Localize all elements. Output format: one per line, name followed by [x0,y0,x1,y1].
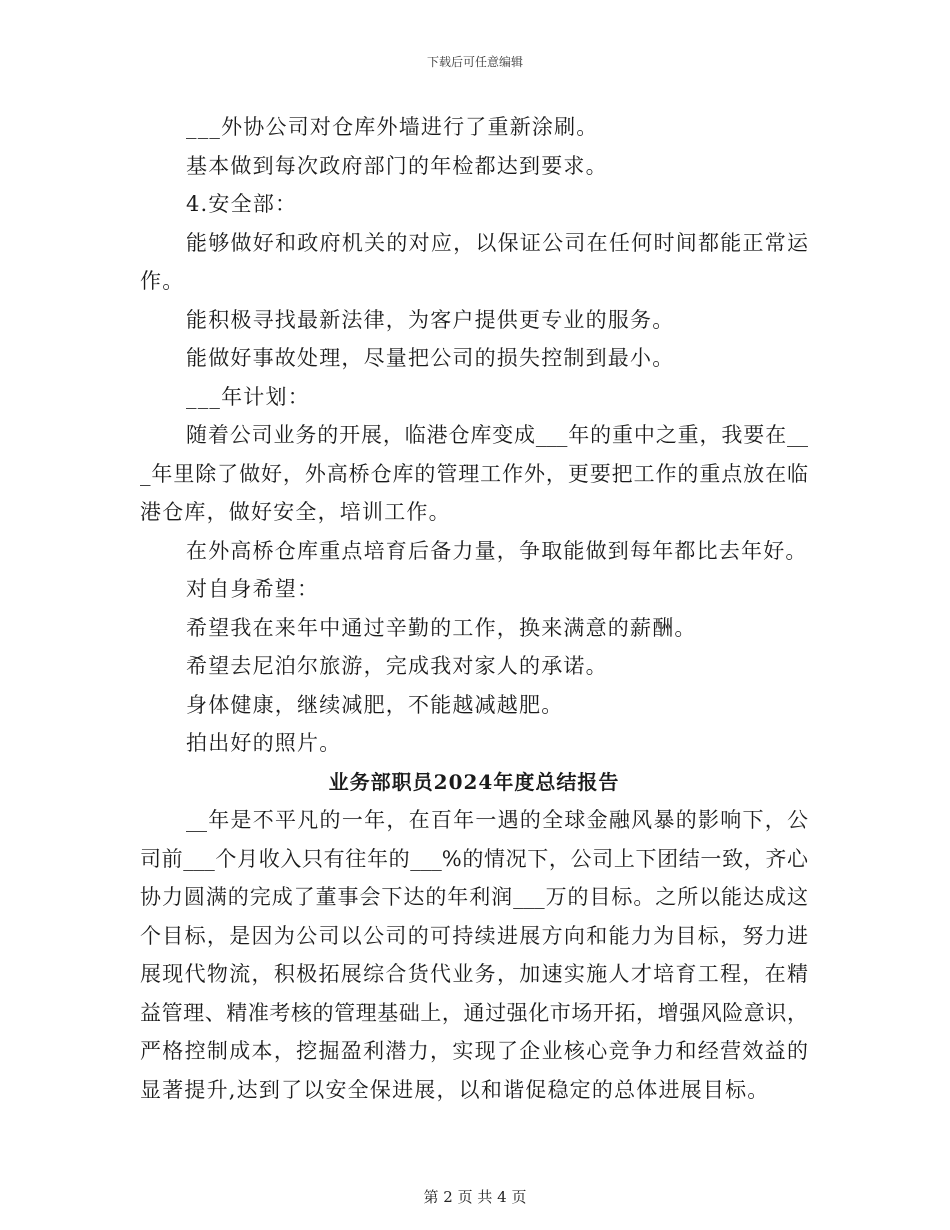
paragraph-line: 港仓库，做好安全，培训工作。 [140,500,451,524]
paragraph-line: ___外协公司对仓库外墙进行了重新涂刷。 [186,115,599,139]
paragraph-line: 能积极寻找最新法律，为客户提供更专业的服务。 [186,307,675,332]
paragraph-line: __年是不平凡的一年，在百年一遇的全球金融风暴的影响下，公 [186,808,808,832]
paragraph-line: 协力圆满的完成了董事会下达的年利润___万的目标。之所以能达成这 [140,885,808,909]
document-body [140,108,808,1109]
section-heading: 对自身希望： [186,577,320,601]
paragraph-line: 基本做到每次政府部门的年检都达到要求。 [186,153,608,178]
section-heading: 4.安全部： [186,192,298,216]
paragraph-line: 显著提升,达到了以安全保进展，以和谐促稳定的总体进展目标。 [140,1077,770,1102]
report-title: 业务部职员2024年度总结报告 [328,769,620,794]
paragraph-line: 拍出好的照片。 [186,731,342,755]
paragraph-line: 作。 [140,269,185,293]
paragraph-line: 个目标，是因为公司以公司的可持续进展方向和能力为目标，努力进 [140,923,808,948]
page-number: 第 2 页 共 4 页 [423,1188,527,1206]
paragraph-line: _年里除了做好，外高桥仓库的管理工作外，更要把工作的重点放在临 [140,461,808,486]
paragraph-line: 随着公司业务的开展，临港仓库变成___年的重中之重，我要在__ [186,423,808,447]
paragraph-line: 在外高桥仓库重点培育后备力量，争取能做到每年都比去年好。 [186,538,808,563]
paragraph-line: 身体健康，继续减肥，不能越减越肥。 [186,692,564,717]
paragraph-line: 司前___个月收入只有往年的___%的情况下，公司上下团结一致，齐心 [140,846,808,871]
paragraph-line: 严格控制成本，挖掘盈利潜力，实现了企业核心竞争力和经营效益的 [140,1039,808,1063]
paragraph-line: 希望我在来年中通过辛勤的工作，换来满意的薪酬。 [186,615,697,640]
paragraph-line: 益管理、精准考核的管理基础上，通过强化市场开拓，增强风险意识， [140,1000,808,1025]
section-heading: ___年计划： [186,384,310,409]
paragraph-line: 希望去尼泊尔旅游，完成我对家人的承诺。 [186,654,608,678]
paragraph-line: 能做好事故处理，尽量把公司的损失控制到最小。 [186,346,675,370]
header-note: 下载后可任意编辑 [426,55,523,69]
paragraph-line: 能够做好和政府机关的对应，以保证公司在任何时间都能正常运 [186,230,808,255]
paragraph-line: 展现代物流，积极拓展综合货代业务，加速实施人才培育工程，在精 [140,962,808,986]
